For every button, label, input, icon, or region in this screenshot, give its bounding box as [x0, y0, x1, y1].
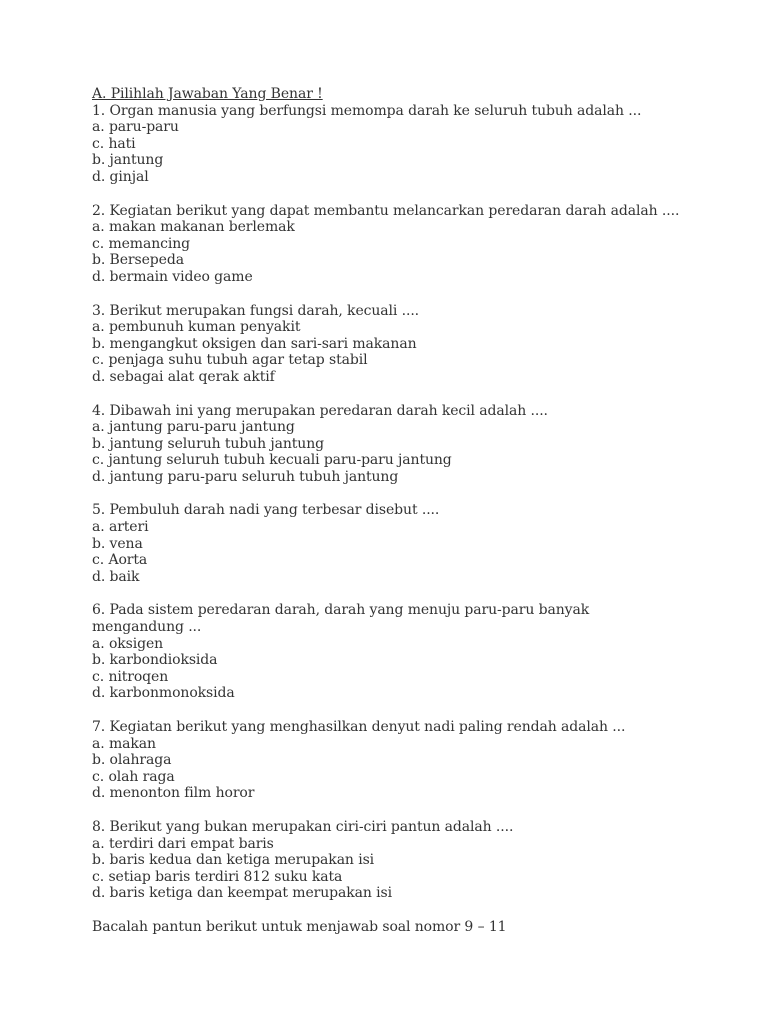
option: c. Aorta: [92, 552, 148, 569]
question-4: [92, 403, 732, 486]
question-text: 2. Kegiatan berikut yang dapat membantu melancarkan peredaran darah adalah ....: [92, 202, 680, 219]
question-text: 8. Berikut yang bukan merupakan ciri-ciri pantun adalah ....: [92, 818, 514, 835]
option: c. memancing: [92, 235, 191, 252]
question-6: [92, 602, 732, 702]
option: c. nitroqen: [92, 668, 169, 685]
option: d. baik: [92, 568, 140, 585]
worksheet-page: [92, 86, 732, 936]
question-text: 7. Kegiatan berikut yang menghasilkan denyut nadi paling rendah adalah ...: [92, 719, 626, 735]
option: b. baris kedua dan ketiga merupakan isi: [92, 852, 375, 869]
option: d. jantung paru-paru seluruh tubuh jantung: [92, 468, 399, 485]
option: b. Bersepeda: [92, 252, 184, 269]
option: d. karbonmonoksida: [92, 685, 235, 702]
option: b. karbondioksida: [92, 652, 218, 669]
option: b. mengangkut oksigen dan sari-sari makanan: [92, 335, 417, 352]
option: b. jantung: [92, 152, 164, 169]
option: d. ginjal: [92, 168, 149, 185]
section-title: A. Pilihlah Jawaban Yang Benar !: [92, 86, 323, 102]
reading-instruction: Bacalah pantun berikut untuk menjawab soal nomor 9 – 11: [92, 918, 507, 935]
question-text: 3. Berikut merupakan fungsi darah, kecuali ....: [92, 302, 420, 319]
option: c. olah raga: [92, 768, 175, 785]
option: b. vena: [92, 535, 143, 552]
question-text: 6. Pada sistem peredaran darah, darah yang menuju paru-paru banyak mengandung ...: [92, 602, 590, 636]
question-8: [92, 819, 732, 902]
option: a. terdiri dari empat baris: [92, 835, 274, 852]
option: d. bermain video game: [92, 268, 253, 285]
option: a. oksigen: [92, 635, 164, 652]
option: c. hati: [92, 135, 136, 152]
question-3: [92, 303, 732, 386]
question-1: [92, 103, 732, 186]
option: a. makan makanan berlemak: [92, 219, 295, 236]
option: a. paru-paru: [92, 119, 179, 136]
question-5: [92, 502, 732, 585]
option: b. olahraga: [92, 752, 172, 769]
question-2: [92, 203, 732, 286]
option: a. jantung paru-paru jantung: [92, 419, 295, 436]
question-text: 1. Organ manusia yang berfungsi memompa darah ke seluruh tubuh adalah ...: [92, 102, 642, 119]
option: a. makan: [92, 735, 156, 752]
option: c. jantung seluruh tubuh kecuali paru-paru jantung: [92, 452, 452, 469]
option: d. baris ketiga dan keempat merupakan isi: [92, 885, 393, 902]
option: c. penjaga suhu tubuh agar tetap stabil: [92, 352, 368, 369]
question-text: 4. Dibawah ini yang merupakan peredaran darah kecil adalah ....: [92, 402, 548, 419]
option: c. setiap baris terdiri 812 suku kata: [92, 868, 343, 885]
option: d. sebagai alat qerak aktif: [92, 368, 275, 385]
option: d. menonton film horor: [92, 785, 255, 802]
option: a. pembunuh kuman penyakit: [92, 319, 301, 336]
option: a. arteri: [92, 519, 149, 536]
question-text: 5. Pembuluh darah nadi yang terbesar disebut ....: [92, 502, 440, 519]
question-7: [92, 719, 732, 802]
option: b. jantung seluruh tubuh jantung: [92, 435, 324, 452]
